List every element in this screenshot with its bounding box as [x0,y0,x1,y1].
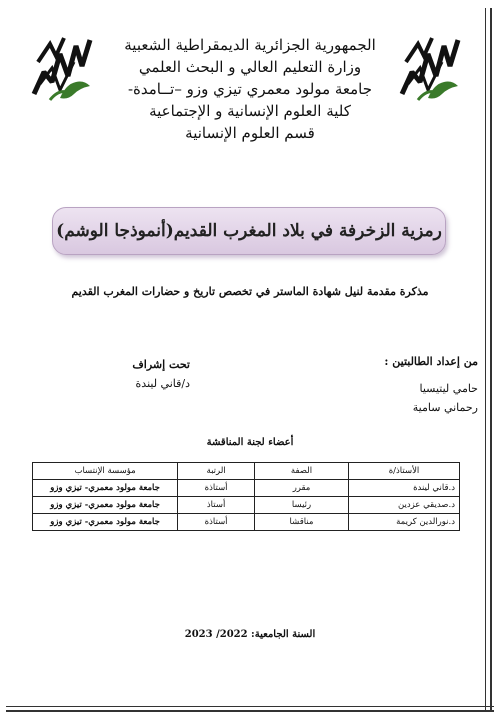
institution-header [110,34,390,144]
table-cell: مناقشا [255,514,349,531]
table-cell: د.نورالدين كريمة [348,514,459,531]
university-logo-icon [30,32,94,102]
thesis-subtitle: مذكرة مقدمة لنيل شهادة الماستر في تخصص تاريخ و حضارات المغرب القديم [71,285,429,298]
table-header-row [33,463,460,480]
faculty-name: كلية العلوم الإنسانية و الإجتماعية [149,102,351,120]
republic-name: الجمهورية الجزائرية الديمقراطية الشعبية [124,36,376,54]
committee-title: أعضاء لجنة المناقشة [206,437,294,448]
table-cell: أستاذة [178,480,255,497]
table-cell: جامعة مولود معمري- تيزي وزو [33,480,178,497]
thesis-title: رمزية الزخرفة في بلاد المغرب القديم(أنموذجا الوشم) [56,221,442,241]
column-header: الأستاذ/ة [348,463,459,480]
table-row [33,480,460,497]
table-cell: جامعة مولود معمري- تيزي وزو [33,514,178,531]
column-header: مؤسسة الإنتساب [33,463,178,480]
table-cell: جامعة مولود معمري- تيزي وزو [33,497,178,514]
supervisor-name: د/قاني ليندة [135,377,190,390]
ministry-name: وزارة التعليم العالي و البحث العلمي [138,58,362,76]
supervisor-block [60,358,190,390]
column-header: الصفة [255,463,349,480]
thesis-title-box [52,207,446,255]
table-cell: د.صديقي عزدين [348,497,459,514]
department-name: قسم العلوم الإنسانية [185,124,315,142]
table-row [33,514,460,531]
column-header: الرتبة [178,463,255,480]
table-cell: رئيسا [255,497,349,514]
student-name: حامي ليتيسيا [419,382,478,395]
students-block [278,352,478,417]
university-logo-icon [398,32,462,102]
students-heading: من إعداد الطالبتين : [384,355,478,368]
committee-table [32,462,460,531]
student-name: رحماني سامية [412,401,478,414]
university-name: جامعة مولود معمري تيزي وزو –تــامدة- [127,80,373,98]
table-row [33,497,460,514]
supervisor-heading: تحت إشراف [132,358,190,371]
table-cell: أستاذ [178,497,255,514]
table-cell: أستاذة [178,514,255,531]
page-frame-bottom [6,706,494,712]
page-frame-right [485,8,492,712]
table-cell: مقرر [255,480,349,497]
academic-year: السنة الجامعية: 2022/ 2023 [184,629,316,640]
table-cell: د.قاني ليندة [348,480,459,497]
